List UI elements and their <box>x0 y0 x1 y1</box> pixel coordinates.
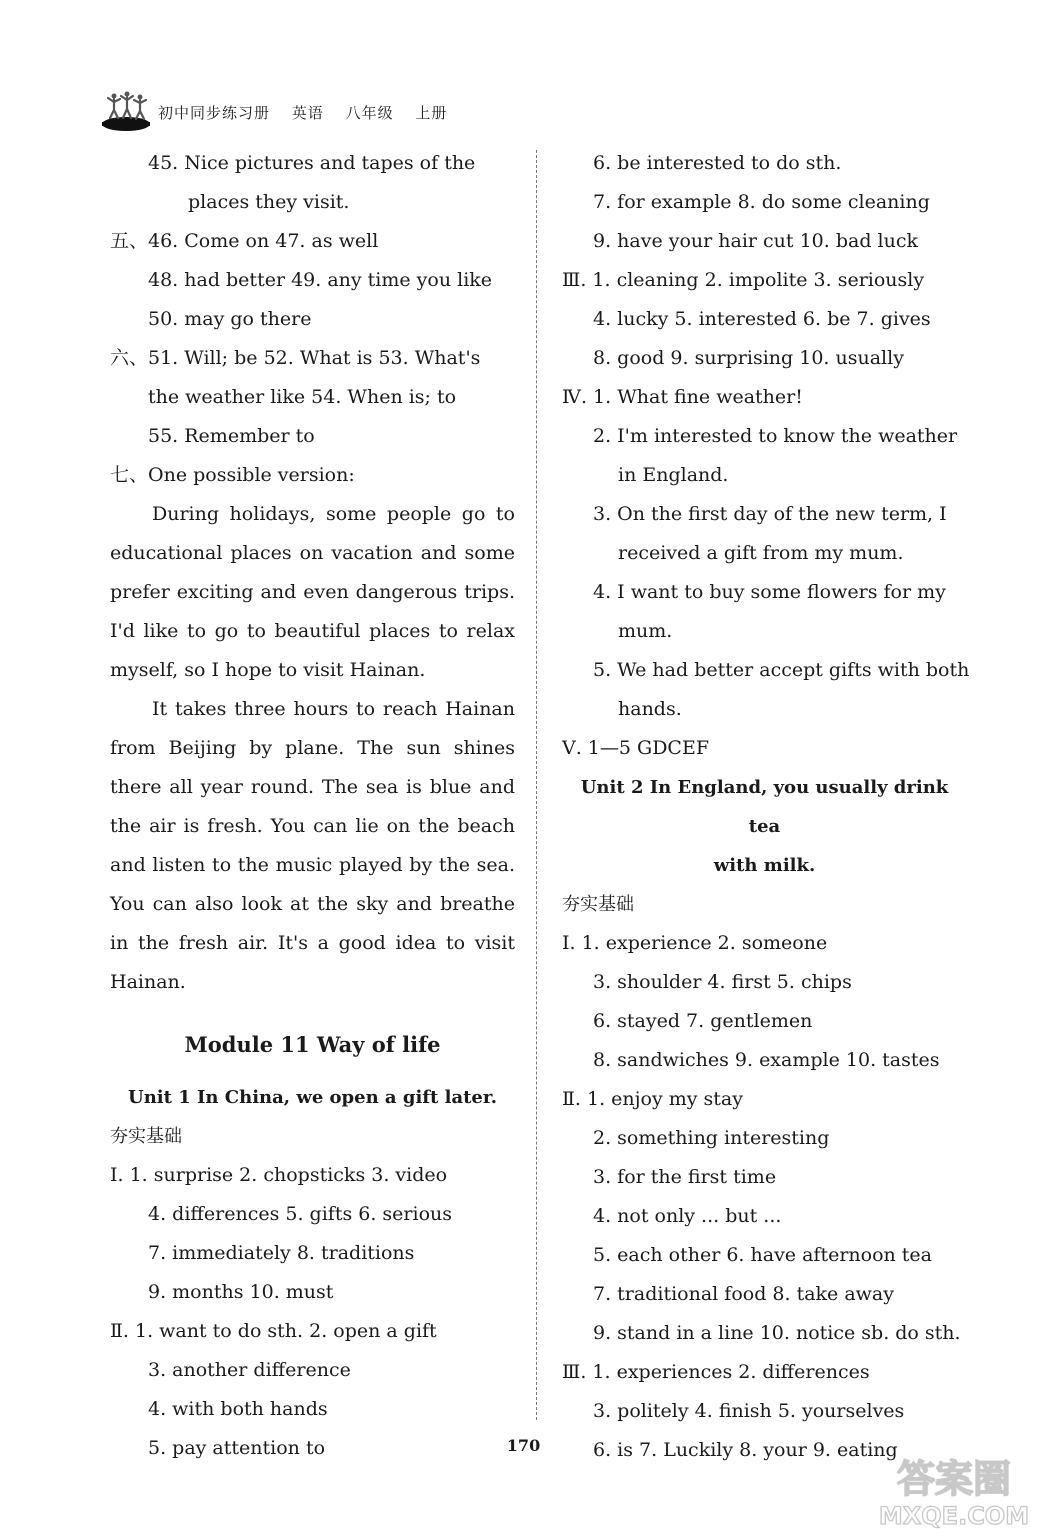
answer-line: Ⅱ. 1. enjoy my stay <box>562 1088 743 1110</box>
section-heading: 夯实基础 <box>110 1126 182 1147</box>
header-book: 初中同步练习册 <box>158 104 271 122</box>
essay-paragraph-1: During holidays, some people go to educational places on vacation and some prefer exciting and even dangerous trips. I'd like to go to beautiful places to relax myself, so I hope to visit Hainan. <box>110 503 515 681</box>
answer-line: Ⅳ. 1. What fine weather! <box>562 386 803 408</box>
answer-line: 7. immediately 8. traditions <box>148 1242 415 1264</box>
answer-line: Ⅰ. 1. surprise 2. chopsticks 3. video <box>110 1164 448 1186</box>
watermark-logo <box>868 1452 1040 1532</box>
header-subject: 英语 <box>291 104 324 122</box>
answer-line: 2. something interesting <box>593 1127 830 1149</box>
answer-line: received a gift from my mum. <box>618 542 904 564</box>
runners-logo-icon <box>100 88 152 132</box>
right-column <box>562 144 970 1470</box>
answer-line: 5. pay attention to <box>148 1437 326 1459</box>
header-volume: 上册 <box>415 104 448 122</box>
answer-line: 55. Remember to <box>148 425 315 447</box>
answer-line: 4. I want to buy some flowers for my <box>593 581 946 603</box>
column-divider <box>536 150 537 1420</box>
answer-line: 4. lucky 5. interested 6. be 7. gives <box>593 308 931 330</box>
unit-2-title-line1: Unit 2 In England, you usually drink tea <box>580 777 949 837</box>
answer-line: mum. <box>618 620 673 642</box>
answer-line: 48. had better 49. any time you like <box>148 269 493 291</box>
page-number: 170 <box>506 1436 541 1455</box>
answer-line: 6. is 7. Luckily 8. your 9. eating <box>593 1439 898 1461</box>
left-column <box>110 144 515 1468</box>
unit-1-title: Unit 1 In China, we open a gift later. <box>128 1087 497 1108</box>
answer-line: 3. for the first time <box>593 1166 777 1188</box>
svg-text:答案圈: 答案圈 <box>896 1457 1012 1501</box>
unit-2-title-line2: with milk. <box>713 855 816 876</box>
essay-paragraph-2: It takes three hours to reach Hainan from Beijing by plane. The sun shines there all year round. The sea is blue and the air is fresh. You can lie on the beach and listen to the music played by the sea. You can also look at the sky and breathe in the fresh air. It's a good idea to visit Hainan. <box>110 698 515 993</box>
module-title: Module 11 Way of life <box>184 1032 441 1057</box>
answer-line: 9. months 10. must <box>148 1281 334 1303</box>
answer-line: 7. traditional food 8. take away <box>593 1283 894 1305</box>
answer-line: the weather like 54. When is; to <box>148 386 457 408</box>
header-title <box>158 102 463 123</box>
answer-line: places they visit. <box>188 191 350 213</box>
answer-line: 6. be interested to do sth. <box>593 152 842 174</box>
right-answers-bottom <box>562 924 967 1470</box>
answer-line: Ⅲ. 1. experiences 2. differences <box>562 1361 870 1383</box>
answer-line: 六、51. Will; be 52. What is 53. What's <box>110 347 481 369</box>
answer-line: 4. differences 5. gifts 6. serious <box>148 1203 452 1225</box>
left-answers-top <box>110 144 515 495</box>
answer-line: in England. <box>618 464 729 486</box>
answer-line: Ⅲ. 1. cleaning 2. impolite 3. seriously <box>562 269 925 291</box>
answer-line: 4. not only ... but ... <box>593 1205 782 1227</box>
answer-line: 50. may go there <box>148 308 312 330</box>
section-heading: 夯实基础 <box>562 894 634 915</box>
answer-line: Ⅱ. 1. want to do sth. 2. open a gift <box>110 1320 437 1342</box>
answer-line: hands. <box>618 698 682 720</box>
answer-line: 8. good 9. surprising 10. usually <box>593 347 904 369</box>
answer-line: 3. shoulder 4. first 5. chips <box>593 971 852 993</box>
answer-line: 2. I'm interested to know the weather <box>593 425 958 447</box>
answer-line: 3. another difference <box>148 1359 351 1381</box>
answer-line: Ⅴ. 1—5 GDCEF <box>562 737 710 759</box>
left-answers-bottom <box>110 1156 515 1468</box>
answer-line: 3. On the first day of the new term, I <box>593 503 947 525</box>
answer-line: 9. stand in a line 10. notice sb. do sth. <box>593 1322 961 1344</box>
answer-line: 6. stayed 7. gentlemen <box>593 1010 813 1032</box>
answer-line: 七、One possible version: <box>110 464 355 486</box>
header-grade: 八年级 <box>345 104 394 122</box>
answer-line: 5. each other 6. have afternoon tea <box>593 1244 933 1266</box>
answer-line: 9. have your hair cut 10. bad luck <box>593 230 919 252</box>
page-header <box>100 88 560 128</box>
answer-line: Ⅰ. 1. experience 2. someone <box>562 932 828 954</box>
answer-line: 7. for example 8. do some cleaning <box>593 191 930 213</box>
right-answers-top <box>562 144 970 768</box>
answer-line: 8. sandwiches 9. example 10. tastes <box>593 1049 940 1071</box>
answer-line: 3. politely 4. finish 5. yourselves <box>593 1400 905 1422</box>
svg-text:MXQE.COM: MXQE.COM <box>878 1502 1030 1530</box>
answer-line: 45. Nice pictures and tapes of the <box>148 152 476 174</box>
answer-line: 五、46. Come on 47. as well <box>110 230 379 252</box>
answer-line: 5. We had better accept gifts with both <box>593 659 970 681</box>
answer-line: 4. with both hands <box>148 1398 328 1420</box>
